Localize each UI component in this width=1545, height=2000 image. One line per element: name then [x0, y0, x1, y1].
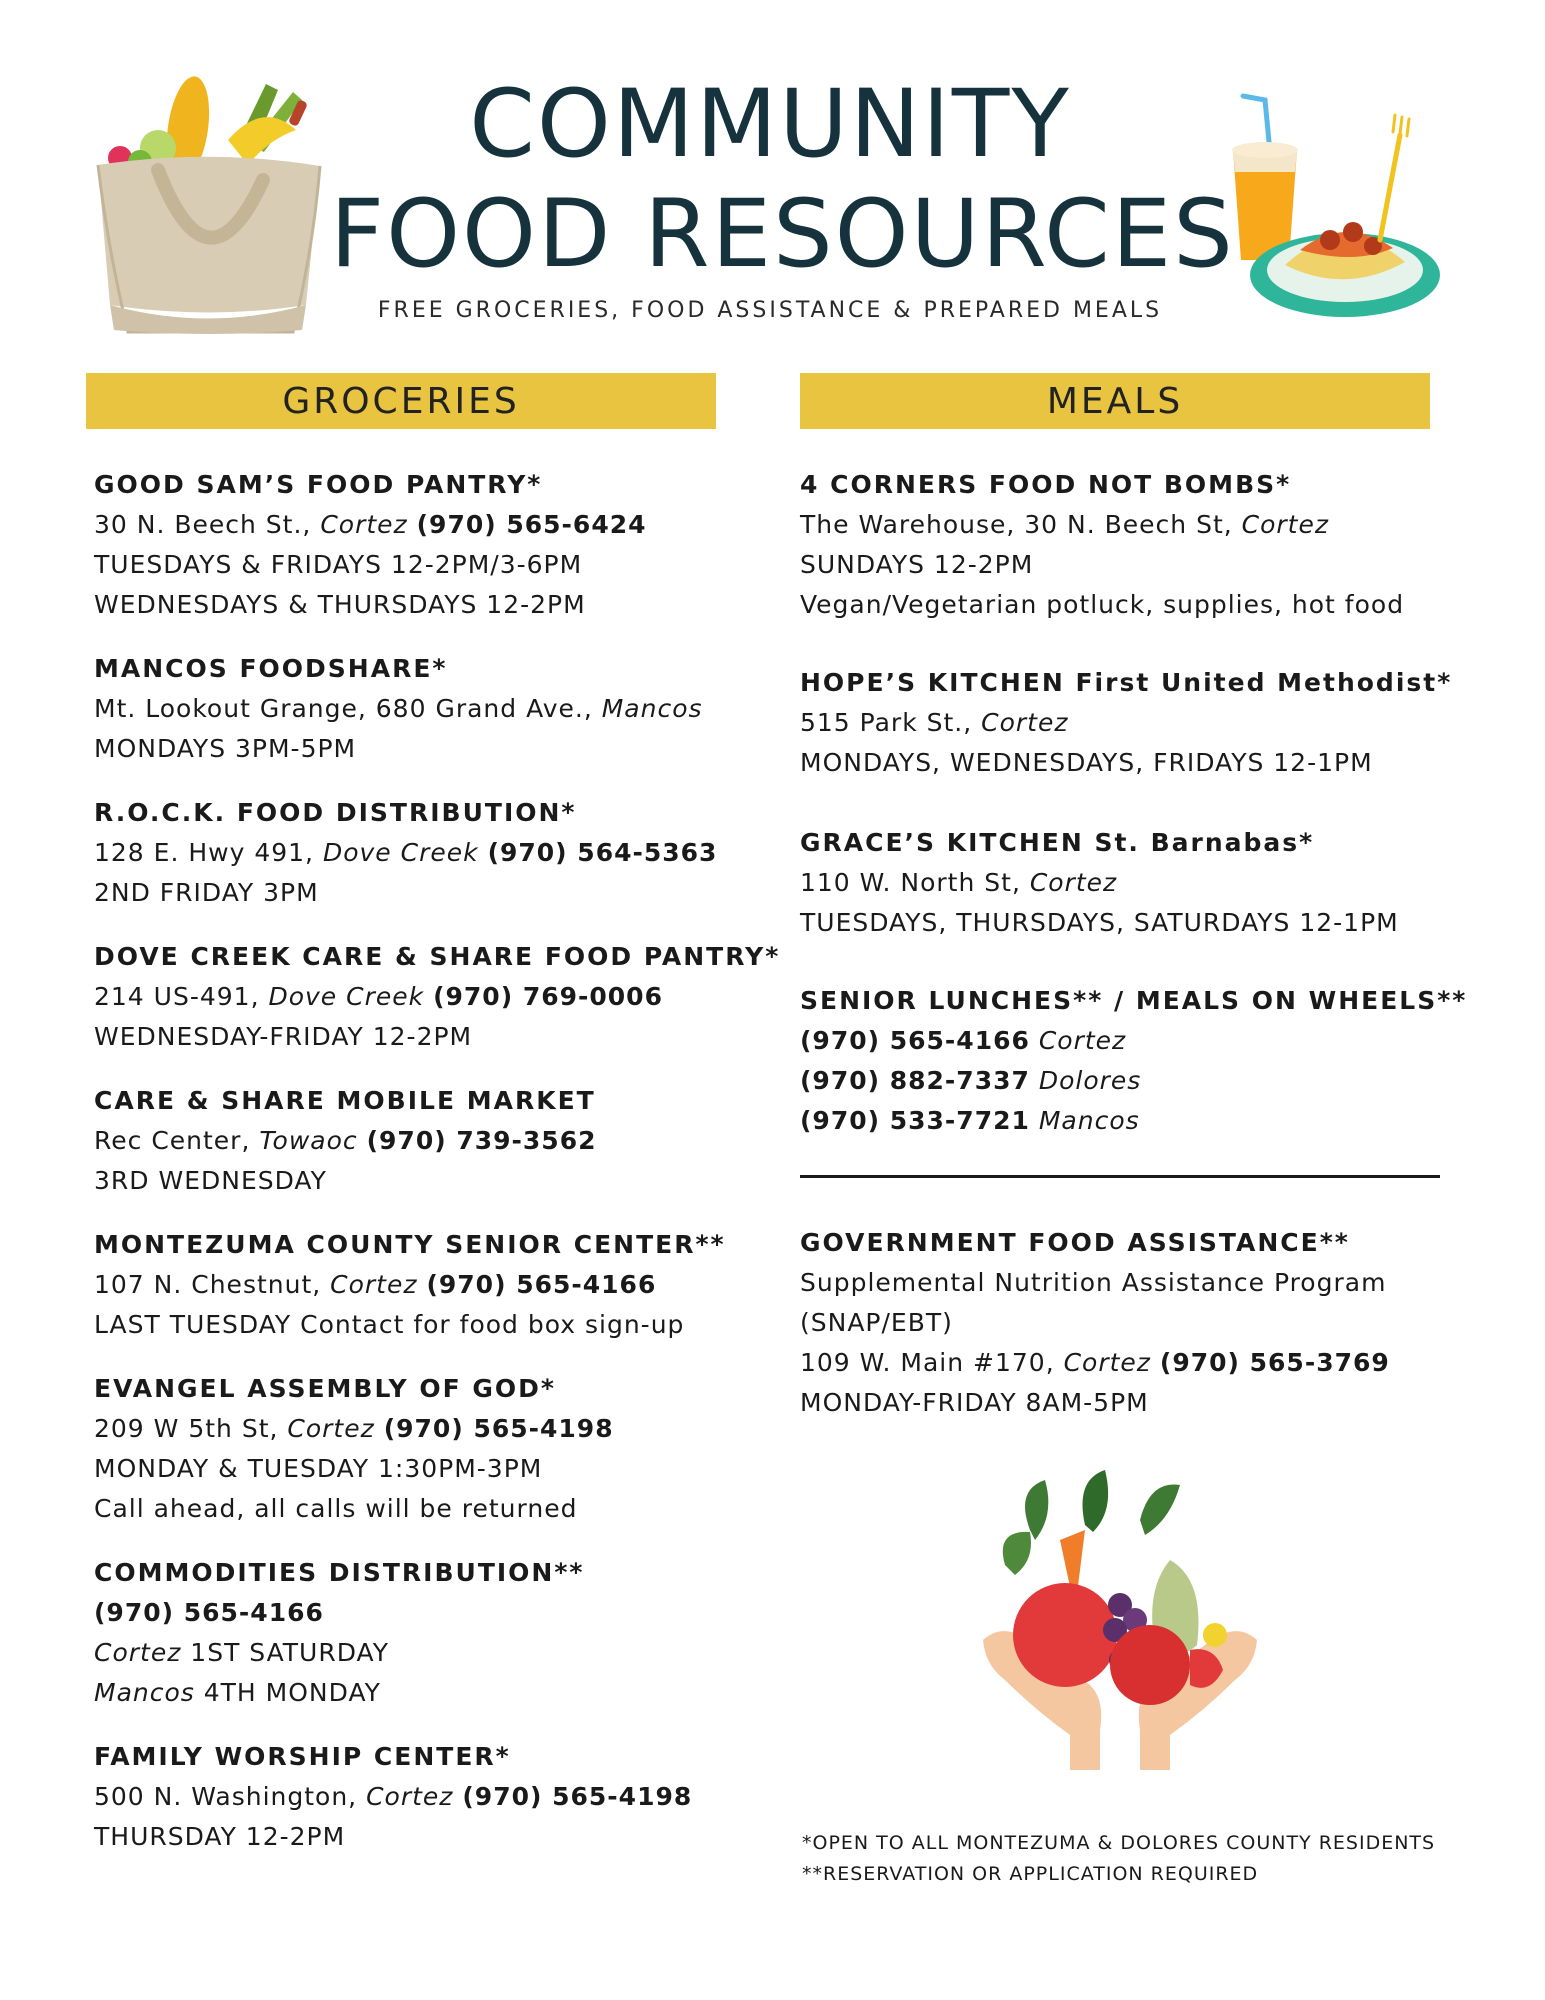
list-item [94, 649, 734, 769]
resource-address [800, 703, 1460, 743]
phone-number: (970) 533-7721 [800, 1106, 1030, 1135]
phone-number: (970) 565-3769 [1159, 1348, 1390, 1377]
resource-note: Call ahead, all calls will be returned [94, 1494, 578, 1523]
list-item [800, 823, 1460, 943]
phone-number: (970) 565-6424 [416, 510, 647, 539]
phone-number: (970) 565-4198 [383, 1414, 614, 1443]
section-divider [800, 1175, 1440, 1178]
list-item [94, 937, 781, 1057]
city: Dove Creek [322, 838, 479, 867]
city: Cortez [94, 1638, 182, 1667]
city: Dolores [1038, 1066, 1142, 1095]
address-text: 209 W 5th St, [94, 1414, 288, 1443]
resource-hours: MONDAYS 3PM-5PM [94, 734, 357, 763]
schedule-text: 4TH MONDAY [194, 1678, 381, 1707]
resource-hours: 2ND FRIDAY 3PM [94, 878, 319, 907]
resource-address [94, 833, 734, 873]
resource-hours: THURSDAY 12-2PM [94, 1822, 346, 1851]
list-item [800, 465, 1460, 625]
footnotes [802, 1828, 1435, 1890]
resource-name: R.O.C.K. FOOD DISTRIBUTION* [94, 798, 577, 827]
phone-number: (970) 565-4166 [426, 1270, 657, 1299]
resource-address [94, 1777, 734, 1817]
resource-address [94, 1409, 734, 1449]
list-item [94, 465, 734, 625]
list-item [94, 793, 734, 913]
resource-name: EVANGEL ASSEMBLY OF GOD* [94, 1374, 556, 1403]
phone-number: (970) 882-7337 [800, 1066, 1030, 1095]
groceries-heading: GROCERIES [86, 373, 716, 429]
city: Cortez [287, 1414, 375, 1443]
resource-hours: SUNDAYS 12-2PM [800, 550, 1034, 579]
resource-hours [94, 1673, 734, 1713]
city: Towaoc [259, 1126, 358, 1155]
groceries-list [94, 465, 781, 1881]
resource-hours: MONDAY-FRIDAY 8AM-5PM [800, 1388, 1149, 1417]
program-name: Supplemental Nutrition Assistance Program [800, 1268, 1387, 1297]
produce-hands-icon [975, 1470, 1265, 1770]
meals-heading: MEALS [800, 373, 1430, 429]
city: Dove Creek [268, 982, 425, 1011]
list-item [94, 1081, 734, 1201]
resource-note: Vegan/Vegetarian potluck, supplies, hot food [800, 590, 1405, 619]
program-abbrev: (SNAP/EBT) [800, 1308, 953, 1337]
list-item [94, 1737, 734, 1857]
phone-line [800, 1021, 1460, 1061]
resource-address [94, 505, 734, 545]
address-text: 515 Park St., [800, 708, 982, 737]
city: Cortez [320, 510, 408, 539]
city: Cortez [1029, 868, 1118, 897]
list-item [94, 1553, 734, 1713]
phone-number: (970) 769-0006 [433, 982, 663, 1011]
city: Cortez [981, 708, 1069, 737]
resource-hours: TUESDAYS & FRIDAYS 12-2PM/3-6PM [94, 550, 583, 579]
address-text: 107 N. Chestnut, [94, 1270, 331, 1299]
meals-list [800, 465, 1468, 1165]
resource-address [800, 1343, 1460, 1383]
resource-hours [94, 1633, 734, 1673]
meal-plate-drink-icon [1205, 90, 1445, 325]
resource-address [800, 505, 1460, 545]
city: Cortez [1038, 1026, 1127, 1055]
page-subtitle: FREE GROCERIES, FOOD ASSISTANCE & PREPARED MEALS [377, 298, 1163, 323]
address-text: 128 E. Hwy 491, [94, 838, 323, 867]
address-text: 109 W. Main #170, [800, 1348, 1064, 1377]
resource-name: DOVE CREEK CARE & SHARE FOOD PANTRY* [94, 942, 781, 971]
city: Cortez [1241, 510, 1329, 539]
phone-line [800, 1061, 1460, 1101]
resource-address [94, 977, 734, 1017]
city: Mancos [1038, 1106, 1140, 1135]
resource-address [94, 1121, 734, 1161]
government-assistance [800, 1223, 1460, 1423]
phone-line [800, 1101, 1460, 1141]
page-title-line-1: COMMUNITY [469, 70, 1071, 179]
city: Cortez [366, 1782, 454, 1811]
address-text: Mt. Lookout Grange, 680 Grand Ave., [94, 694, 602, 723]
resource-hours: MONDAY & TUESDAY 1:30PM-3PM [94, 1454, 543, 1483]
resource-name: GRACE’S KITCHEN St. Barnabas* [800, 828, 1315, 857]
resource-name: COMMODITIES DISTRIBUTION** [94, 1558, 585, 1587]
page-title-line-2: FOOD RESOURCES [330, 180, 1235, 289]
resource-name: GOVERNMENT FOOD ASSISTANCE** [800, 1228, 1350, 1257]
city: Mancos [601, 694, 703, 723]
resource-address [94, 1265, 734, 1305]
resource-hours: MONDAYS, WEDNESDAYS, FRIDAYS 12-1PM [800, 748, 1373, 777]
resource-hours: LAST TUESDAY Contact for food box sign-up [94, 1310, 685, 1339]
phone-number: (970) 565-4166 [94, 1598, 324, 1627]
footnote-open-to-all: *OPEN TO ALL MONTEZUMA & DOLORES COUNTY RESIDENTS [802, 1832, 1436, 1854]
footnote-reservation: **RESERVATION OR APPLICATION REQUIRED [802, 1863, 1259, 1885]
list-item [94, 1225, 734, 1345]
address-text: 30 N. Beech St., [94, 510, 321, 539]
address-text: 214 US-491, [94, 982, 269, 1011]
resource-name: MANCOS FOODSHARE* [94, 654, 448, 683]
address-text: 500 N. Washington, [94, 1782, 367, 1811]
resource-name: HOPE’S KITCHEN First United Methodist* [800, 668, 1453, 697]
phone-number: (970) 565-4198 [462, 1782, 693, 1811]
list-item [800, 663, 1460, 783]
schedule-text: 1ST SATURDAY [181, 1638, 389, 1667]
resource-name: MONTEZUMA COUNTY SENIOR CENTER** [94, 1230, 726, 1259]
resource-name: CARE & SHARE MOBILE MARKET [94, 1086, 596, 1115]
list-item [800, 981, 1468, 1141]
phone-number: (970) 565-4166 [800, 1026, 1030, 1055]
address-text: 110 W. North St, [800, 868, 1030, 897]
resource-name: FAMILY WORSHIP CENTER* [94, 1742, 511, 1771]
resource-address [94, 689, 734, 729]
resource-hours: WEDNESDAYS & THURSDAYS 12-2PM [94, 590, 586, 619]
resource-name: 4 CORNERS FOOD NOT BOMBS* [800, 470, 1292, 499]
resource-hours: WEDNESDAY-FRIDAY 12-2PM [94, 1022, 473, 1051]
phone-number: (970) 739-3562 [366, 1126, 597, 1155]
phone-number: (970) 564-5363 [487, 838, 718, 867]
resource-name: GOOD SAM’S FOOD PANTRY* [94, 470, 543, 499]
grocery-bag-icon [88, 70, 333, 335]
address-text: The Warehouse, 30 N. Beech St, [800, 510, 1242, 539]
city: Cortez [1063, 1348, 1151, 1377]
address-text: Rec Center, [94, 1126, 260, 1155]
resource-address [800, 863, 1460, 903]
resource-hours: TUESDAYS, THURSDAYS, SATURDAYS 12-1PM [800, 908, 1399, 937]
list-item [94, 1369, 734, 1529]
city: Mancos [94, 1678, 195, 1707]
resource-name: SENIOR LUNCHES** / MEALS ON WHEELS** [800, 986, 1468, 1015]
city: Cortez [330, 1270, 418, 1299]
resource-hours: 3RD WEDNESDAY [94, 1166, 327, 1195]
